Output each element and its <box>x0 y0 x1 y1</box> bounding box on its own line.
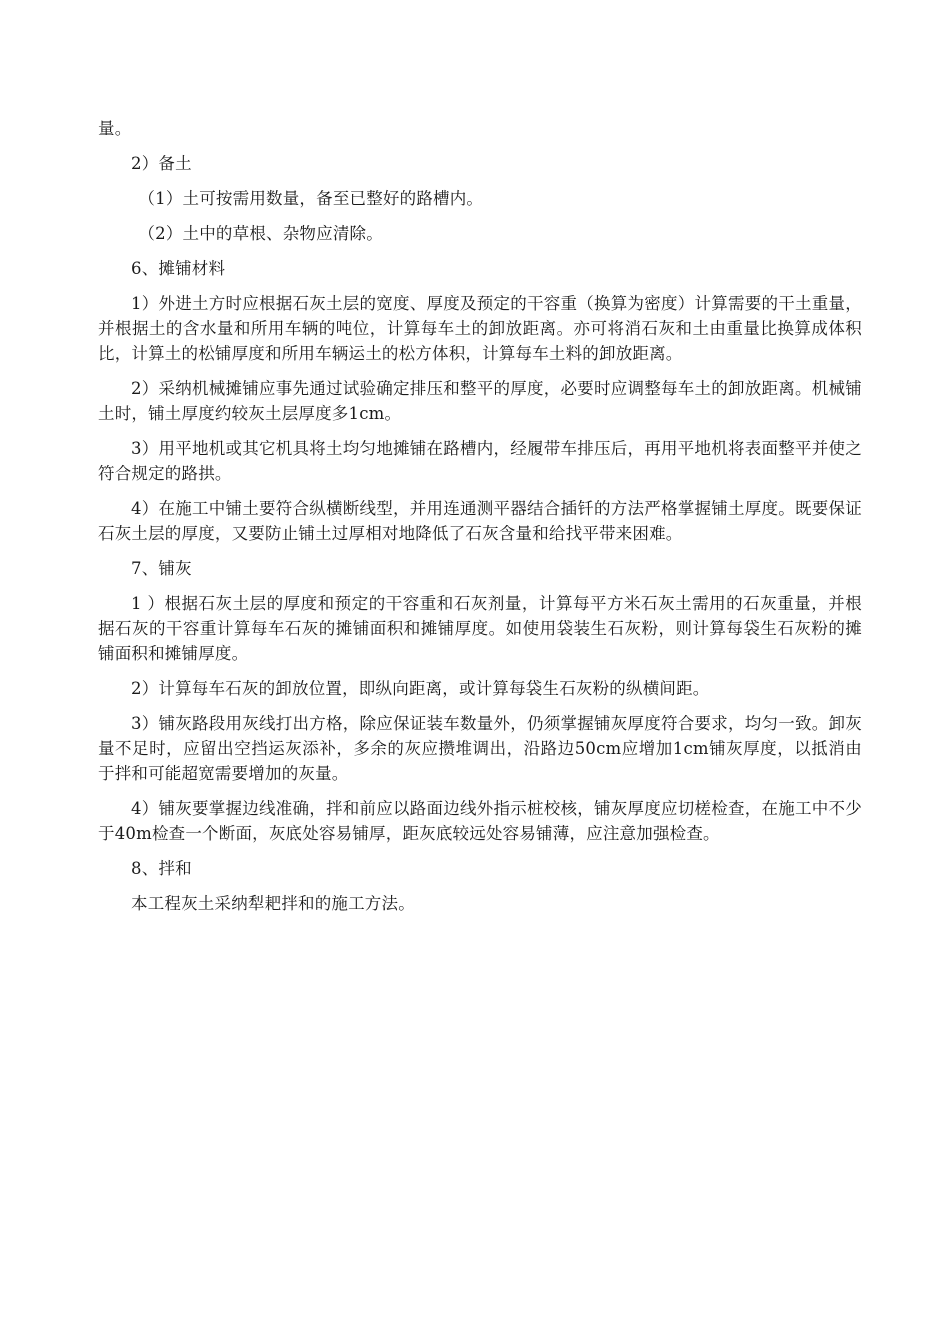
list-item-soil-1: （1）土可按需用数量，备至已整好的路槽内。 <box>138 189 484 208</box>
paragraph-lime-3: 3）铺灰路段用灰线打出方格，除应保证装车数量外，仍须掌握铺灰厚度符合要求，均匀一致。卸灰量不足时，应留出空挡运灰添补，多余的灰应攒堆调出，沿路边50cm应增加1cm铺灰厚度，以抵消由于拌和可能超宽需要增加的灰量。 <box>98 714 862 783</box>
paragraph-spread-1: 1）外进土方时应根据石灰土层的宽度、厚度及预定的干容重（换算为密度）计算需要的干土重量，并根据土的含水量和所用车辆的吨位，计算每车土的卸放距离。亦可将消石灰和土由重量比换算成体积比，计算土的松铺厚度和所用车辆运土的松方体积，计算每车土料的卸放距离。 <box>98 294 862 363</box>
paragraph-lime-1: 1 ）根据石灰土层的厚度和预定的干容重和石灰剂量，计算每平方米石灰土需用的石灰重量，并根据石灰的干容重计算每车石灰的摊铺面积和摊铺厚度。如使用袋装生石灰粉，则计算每袋生石灰粉的摊铺面积和摊铺厚度。 <box>98 594 862 663</box>
paragraph-mixing: 本工程灰土采纳犁耙拌和的施工方法。 <box>131 894 415 913</box>
section-heading-spread-lime: 7、铺灰 <box>131 559 192 578</box>
section-heading-mixing: 8、拌和 <box>131 859 192 878</box>
document-page <box>98 116 862 926</box>
list-item-soil-2: （2）土中的草根、杂物应清除。 <box>138 224 383 243</box>
section-heading-spread-material: 6、摊铺材料 <box>131 259 226 278</box>
subheading-prepare-soil: 2）备土 <box>131 154 192 173</box>
paragraph-spread-3: 3）用平地机或其它机具将土均匀地摊铺在路槽内，经履带车排压后，再用平地机将表面整平并使之符合规定的路拱。 <box>98 439 862 483</box>
paragraph-lime-2: 2）计算每车石灰的卸放位置，即纵向距离，或计算每袋生石灰粉的纵横间距。 <box>131 679 710 698</box>
paragraph-spread-2: 2）采纳机械摊铺应事先通过试验确定排压和整平的厚度，必要时应调整每车土的卸放距离。机械铺土时，铺土厚度约较灰土层厚度多1cm。 <box>98 379 862 423</box>
paragraph-spread-4: 4）在施工中铺土要符合纵横断线型，并用连通测平器结合插钎的方法严格掌握铺土厚度。既要保证石灰土层的厚度，又要防止铺土过厚相对地降低了石灰含量和给找平带来困难。 <box>98 499 862 543</box>
paragraph-continuation: 量。 <box>98 119 132 138</box>
paragraph-lime-4: 4）铺灰要掌握边线准确，拌和前应以路面边线外指示桩校核，铺灰厚度应切槎检查，在施工中不少于40m检查一个断面，灰底处容易铺厚，距灰底较远处容易铺薄，应注意加强检查。 <box>98 799 862 843</box>
